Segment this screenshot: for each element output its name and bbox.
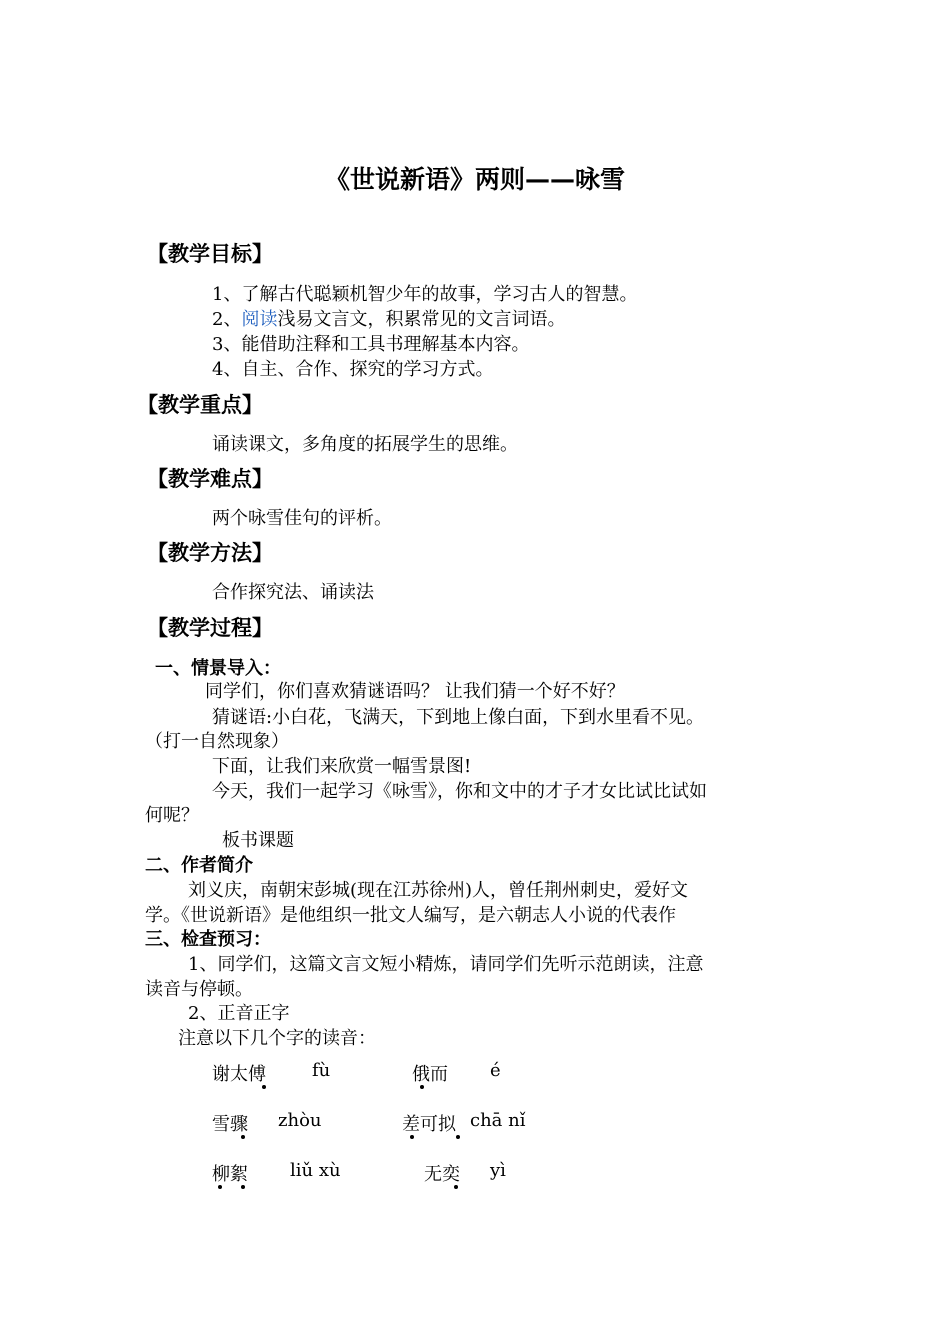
goal-item-2-number: 2、: [212, 309, 242, 330]
pron-word-1: 谢太傅: [212, 1064, 266, 1085]
emphasis-dot: [241, 1185, 245, 1189]
intro-line-6: 何呢？: [145, 805, 199, 826]
intro-line-1: 同学们，你们喜欢猜谜语吗？ 让我们猜一个好不好？: [205, 681, 625, 702]
pron-pinyin-2: é: [490, 1060, 501, 1081]
pron-word-5: 柳絮: [212, 1164, 248, 1185]
emphasis-dot: [454, 1185, 458, 1189]
section-heading-difficulties: 【教学难点】: [147, 467, 273, 491]
emphasis-dot: [456, 1135, 460, 1139]
difficulties-text: 两个咏雪佳句的评析。: [212, 508, 392, 529]
goal-item-4: 4、自主、合作、探究的学习方式。: [212, 359, 494, 380]
pron-pinyin-5: liǔ xù: [290, 1160, 341, 1181]
read-link[interactable]: 阅读: [241, 309, 278, 330]
emphasis-dot: [218, 1185, 222, 1189]
pron-pinyin-3: zhòu: [278, 1110, 322, 1131]
author-heading: 二、作者简介: [145, 855, 253, 876]
preview-line-3: 2、正音正字: [188, 1003, 290, 1024]
intro-line-3: （打一自然现象）: [145, 731, 289, 752]
section-heading-process: 【教学过程】: [147, 616, 273, 640]
intro-heading: 一、情景导入：: [155, 658, 281, 679]
pron-word-6: 无奕: [424, 1164, 460, 1185]
preview-line-2: 读音与停顿。: [145, 979, 253, 1000]
preview-heading: 三、检查预习：: [145, 929, 271, 950]
author-line-2: 学。《世说新语》是他组织一批文人编写，是六朝志人小说的代表作: [145, 905, 676, 926]
intro-line-4: 下面，让我们来欣赏一幅雪景图!: [212, 756, 472, 777]
pron-word-3: 雪骤: [212, 1114, 248, 1135]
preview-line-4: 注意以下几个字的读音：: [178, 1028, 376, 1049]
pron-pinyin-4: chā nǐ: [470, 1110, 526, 1131]
goal-item-2: [212, 305, 565, 331]
preview-line-1: 1、同学们，这篇文言文短小精炼，请同学们先听示范朗读，注意: [188, 954, 704, 975]
section-heading-methods: 【教学方法】: [147, 541, 273, 565]
pron-pinyin-1: fù: [312, 1060, 331, 1081]
key-points-text: 诵读课文，多角度的拓展学生的思维。: [212, 434, 518, 455]
intro-line-2: 猜谜语:小白花，飞满天，下到地上像白面，下到水里看不见。: [212, 707, 705, 728]
author-line-1: 刘义庆，南朝宋彭城(现在江苏徐州)人，曾任荆州刺史，爱好文: [188, 880, 689, 901]
pron-word-4: 差可拟: [402, 1114, 456, 1135]
emphasis-dot: [262, 1085, 266, 1089]
emphasis-dot: [420, 1085, 424, 1089]
goal-item-2-rest: 浅易文言文，积累常见的文言词语。: [277, 309, 566, 330]
goal-item-3: 3、能借助注释和工具书理解基本内容。: [212, 334, 530, 355]
page-title: 《世说新语》两则——咏雪: [324, 165, 625, 194]
emphasis-dot: [241, 1135, 245, 1139]
pron-word-2: 俄而: [412, 1064, 448, 1085]
section-heading-key-points: 【教学重点】: [137, 393, 263, 417]
goal-item-1: 1、了解古代聪颖机智少年的故事，学习古人的智慧。: [212, 284, 638, 305]
intro-line-5: 今天，我们一起学习《咏雪》，你和文中的才子才女比试比试如: [212, 781, 707, 802]
section-heading-goals: 【教学目标】: [147, 242, 273, 266]
intro-line-7: 板书课题: [222, 830, 294, 851]
emphasis-dot: [410, 1135, 414, 1139]
pron-pinyin-6: yì: [490, 1160, 506, 1181]
methods-text: 合作探究法、诵读法: [212, 582, 374, 603]
